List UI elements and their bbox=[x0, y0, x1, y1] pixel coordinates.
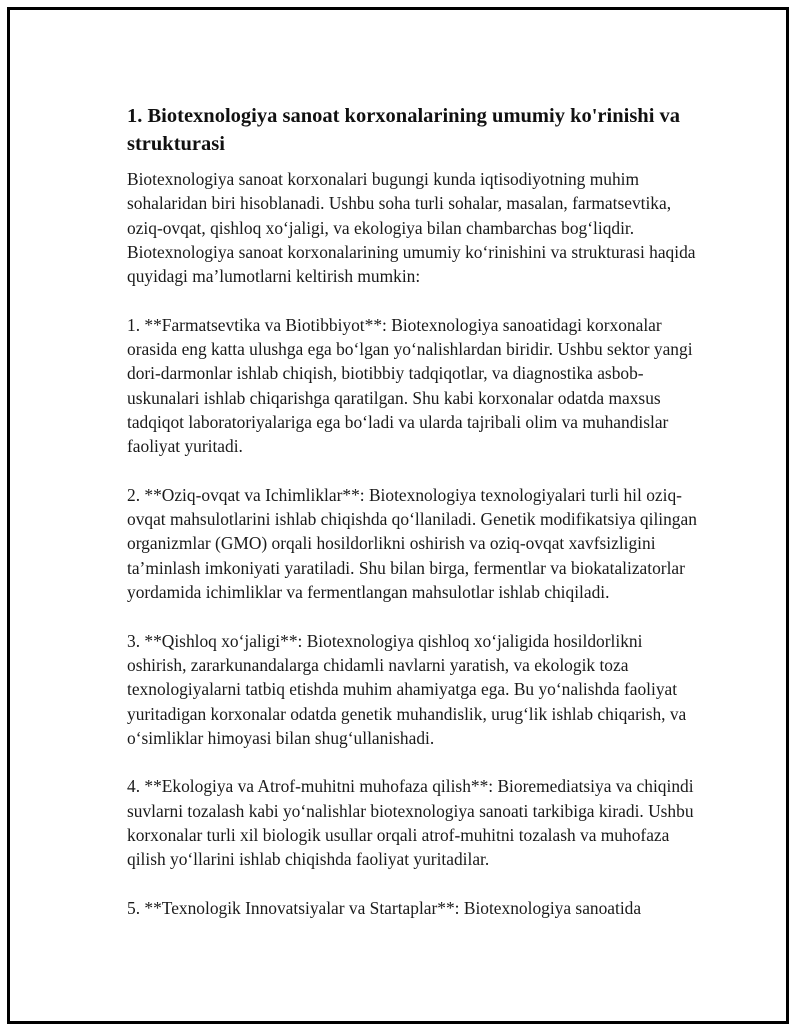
document-page bbox=[7, 7, 789, 1024]
list-item-innovatsiyalar: 5. **Texnologik Innovatsiyalar va Startaplar**: Biotexnologiya sanoatida bbox=[127, 897, 642, 918]
section-heading: 1. Biotexnologiya sanoat korxonalarining umumiy ko'rinishi va strukturasi bbox=[127, 105, 681, 155]
list-item-qishloq-xojaligi: 3. **Qishloq xo‘jaligi**: Biotexnologiya qishloq xo‘jaligida hosildorlikni oshirish, zararkunandalarga chidamli navlarni yaratish, va ekologik toza texnologiyalarni tatbiq etishda muhim ahamiyatga ega. Bu yo‘nalishda faoliyat yuritadigan korxonalar odatda genetik muhandislik, urug‘lik ishlab chiqarish, va o‘simliklar himoyasi bilan shug‘ullanishadi. bbox=[127, 630, 687, 748]
list-item-farmatsevtika: 1. **Farmatsevtika va Biotibbiyot**: Biotexnologiya sanoatidagi korxonalar orasida eng katta ulushga ega bo‘lgan yo‘nalishlardan biridir. Ushbu sektor yangi dori-darmonlar ishlab chiqish, biotibbiy tadqiqotlar, va diagnostika asbob-uskunalari ishlab chiqarishga qaratilgan. Shu kabi korxonalar odatda maxsus tadqiqot laboratoriyalariga ega bo‘ladi va ularda tajribali olim va muhandislar faoliyat yuritadi. bbox=[127, 314, 693, 457]
list-item-oziq-ovqat: 2. **Oziq-ovqat va Ichimliklar**: Biotexnologiya texnologiyalari turli hil oziq-ovqat mahsulotlarini ishlab chiqishda qo‘llaniladi. Genetik modifikatsiya qilingan organizmlar (GMO) orqali hosildorlikni oshirish va oziq-ovqat xavfsizligini ta’minlash imkoniyati yaratiladi. Shu bilan birga, fermentlar va biokatalizatorlar yordamida ichimliklar va fermentlangan mahsulotlar ishlab chiqiladi. bbox=[127, 484, 697, 603]
document-body bbox=[127, 102, 702, 945]
list-item-ekologiya: 4. **Ekologiya va Atrof-muhitni muhofaza qilish**: Bioremediatsiya va chiqindi suvlarni tozalash kabi yo‘nalishlar biotexnologiya sanoati tarkibiga kiradi. Ushbu korxonalar turli xil biologik usullar orqali atrof-muhitni tozalash va muhofaza qilish yo‘llarini ishlab chiqishda faoliyat yuritadilar. bbox=[127, 776, 694, 870]
intro-paragraph: Biotexnologiya sanoat korxonalari bugungi kunda iqtisodiyotning muhim sohalaridan biri hisoblanadi. Ushbu soha turli sohalar, masalan, farmatsevtika, oziq-ovqat, qishloq xo‘jaligi, va ekologiya bilan chambarchas bog‘liqdir. Biotexnologiya sanoat korxonalarining umumiy ko‘rinishini va strukturasi haqida quyidagi ma’lumotlarni keltirish mumkin: bbox=[127, 169, 696, 287]
